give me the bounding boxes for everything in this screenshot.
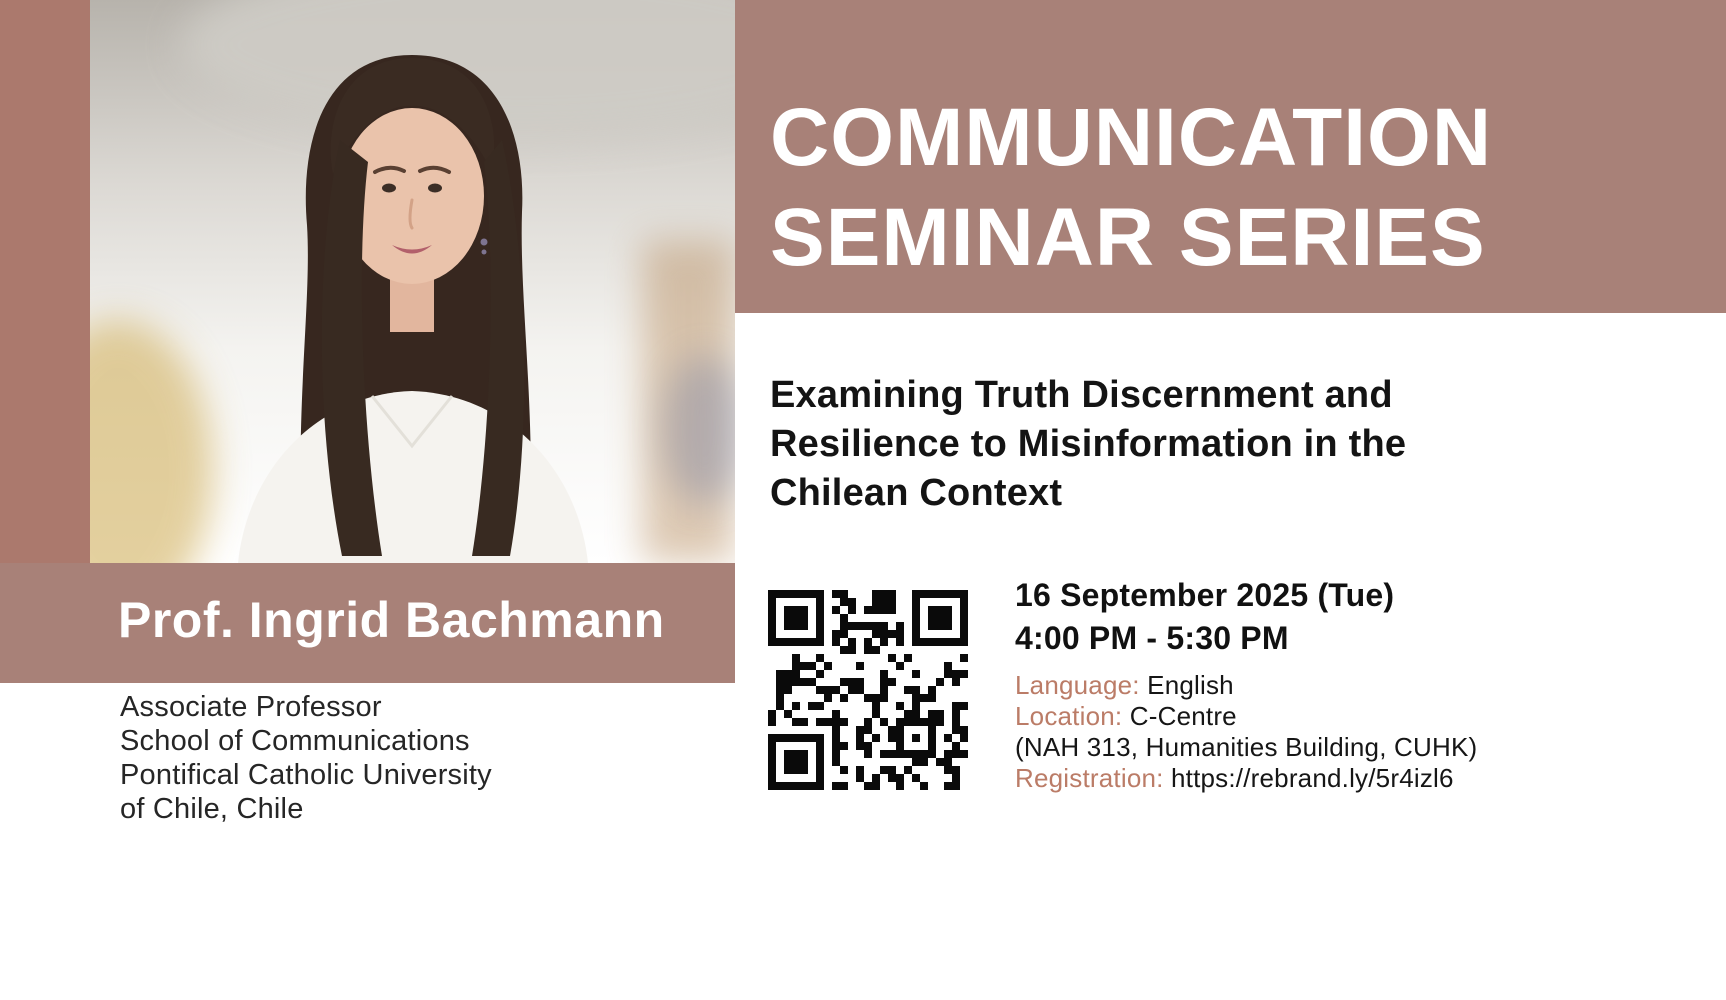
speaker-photo: [90, 0, 735, 563]
registration-row: [1015, 763, 1635, 794]
registration-label: Registration:: [1015, 763, 1164, 793]
talk-title-line: Resilience to Misinformation in the: [770, 423, 1407, 465]
event-datetime: [1015, 574, 1615, 660]
talk-title-line: Chilean Context: [770, 472, 1063, 514]
language-row: [1015, 670, 1635, 701]
event-time: 4:00 PM - 5:30 PM: [1015, 620, 1289, 656]
location-value: C-Centre: [1129, 701, 1237, 731]
series-title-line2: SEMINAR SERIES: [770, 192, 1486, 283]
affiliation-line: Associate Professor: [120, 691, 382, 723]
affiliation-line: of Chile, Chile: [120, 793, 304, 825]
language-label: Language:: [1015, 670, 1140, 700]
affiliation-line: Pontifical Catholic University: [120, 759, 492, 791]
event-date: 16 September 2025 (Tue): [1015, 577, 1395, 613]
location-label: Location:: [1015, 701, 1123, 731]
event-details: [1015, 670, 1635, 794]
talk-title-line: Examining Truth Discernment and: [770, 374, 1393, 416]
language-value: English: [1147, 670, 1234, 700]
registration-url[interactable]: https://rebrand.ly/5r4izl6: [1171, 763, 1454, 793]
speaker-affiliation: [120, 690, 680, 826]
series-banner: [735, 0, 1726, 313]
location-note: (NAH 313, Humanities Building, CUHK): [1015, 732, 1478, 762]
qr-code[interactable]: [768, 590, 968, 790]
talk-title: [770, 371, 1530, 518]
affiliation-line: School of Communications: [120, 725, 470, 757]
speaker-name: Prof. Ingrid Bachmann: [118, 592, 665, 648]
location-row: [1015, 701, 1635, 732]
speaker-name-banner: [0, 563, 735, 683]
series-title-line1: COMMUNICATION: [770, 92, 1493, 183]
series-title: [770, 88, 1492, 288]
